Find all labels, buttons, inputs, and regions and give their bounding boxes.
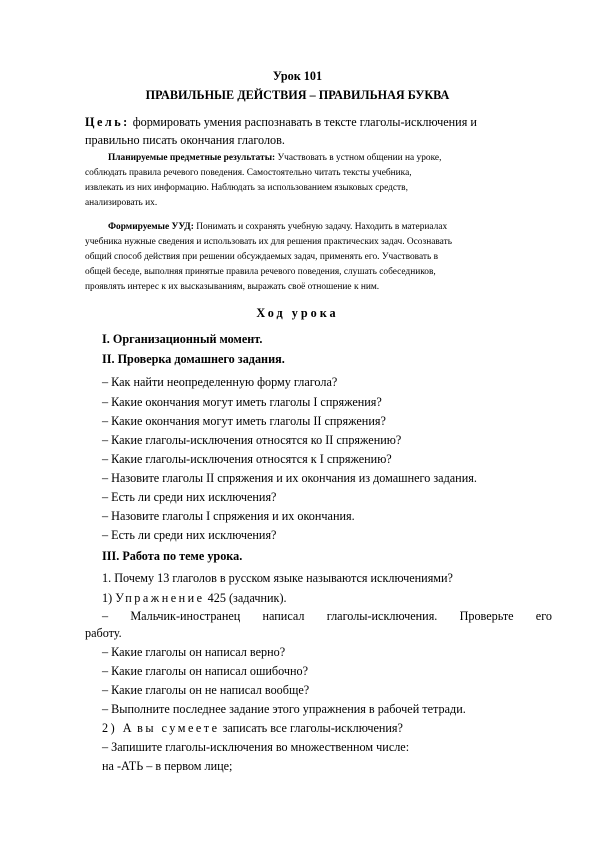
uud-label: Формируемые УУД: [108,222,194,232]
question-3: – Какие окончания могут иметь глаголы II спряжения? [102,414,386,428]
work-item-1a: 1) Упражнение 425 (задачник). [102,591,287,605]
section-2-heading: II. Проверка домашнего задания. [102,352,285,366]
question-6: – Назовите глаголы II спряжения и их окончания из домашнего задания. [102,471,477,485]
goal-label: Цель: [85,115,130,129]
uud-line-1: Формируемые УУД: Понимать и сохранять учебную задачу. Находить в материалах [108,222,448,232]
work-question-1: – Какие глаголы он написал верно? [102,645,286,659]
question-1: – Как найти неопределенную форму глагола? [102,375,338,389]
section-3-heading: III. Работа по теме урока. [102,549,243,563]
uud-line-3: общий способ действия при решении обсуждаемых задач, применять его. Участвовать в [85,252,439,262]
work-question-3: – Какие глаголы он не написал вообще? [102,683,310,697]
work-question-2: – Какие глаголы он написал ошибочно? [102,664,309,678]
work-item-1: 1. Почему 13 глаголов в русском языке называются исключениями? [102,571,453,585]
work-question-4: – Выполните последнее задание этого упражнения в рабочей тетради. [102,702,466,716]
lesson-title: ПРАВИЛЬНЫЕ ДЕЙСТВИЯ – ПРАВИЛЬНАЯ БУКВА [145,88,450,102]
question-2: – Какие окончания могут иметь глаголы I спряжения? [102,395,382,409]
results-line-1: Планируемые предметные результаты: Участвовать в устном общении на уроке, [108,153,442,163]
work-item-2: 2) А вы сумеете записать все глаголы-исключения? [102,721,403,735]
question-5: – Какие глаголы-исключения относятся к I спряжению? [102,452,392,466]
results-line-2: соблюдать правила речевого поведения. Самостоятельно читать тексты учебника, [85,168,412,178]
lesson-number: Урок 101 [272,69,323,83]
uud-line-4: общей беседе, выполняя принятые правила речевого поведения, слушать собеседников, [85,267,436,277]
can-you-label: вы сумеете [137,721,220,735]
boy-task-line-1: – Мальчик-иностранец написал глаголы-исключения. Проверьте его [102,609,552,623]
goal-line-2: правильно писать окончания глаголов. [85,133,285,147]
at-task: на -АТЬ – в первом лице; [102,759,233,773]
results-label: Планируемые предметные результаты: [108,153,276,163]
question-7: – Есть ли среди них исключения? [102,490,277,504]
section-1-heading: I. Организационный момент. [102,332,263,346]
uud-line-5: проявлять интерес к их высказываниям, выражать своё отношение к ним. [85,282,380,292]
question-4: – Какие глаголы-исключения относятся ко II спряжению? [102,433,402,447]
course-title: Ход урока [256,306,339,320]
goal-line-1: Цель: формировать умения распознавать в тексте глаголы-исключения и [85,115,477,129]
question-9: – Есть ли среди них исключения? [102,528,277,542]
exercise-label: Упражнение [115,591,205,605]
results-line-3: извлекать из них информацию. Наблюдать за использованием языковых средств, [85,183,408,193]
plural-task: – Запишите глаголы-исключения во множественном числе: [102,740,410,754]
boy-task-line-2: работу. [85,626,122,640]
uud-line-2: учебника нужные сведения и использовать их для решения практических задач. Осознавать [85,237,452,247]
results-line-4: анализировать их. [85,198,158,208]
question-8: – Назовите глаголы I спряжения и их окончания. [102,509,355,523]
